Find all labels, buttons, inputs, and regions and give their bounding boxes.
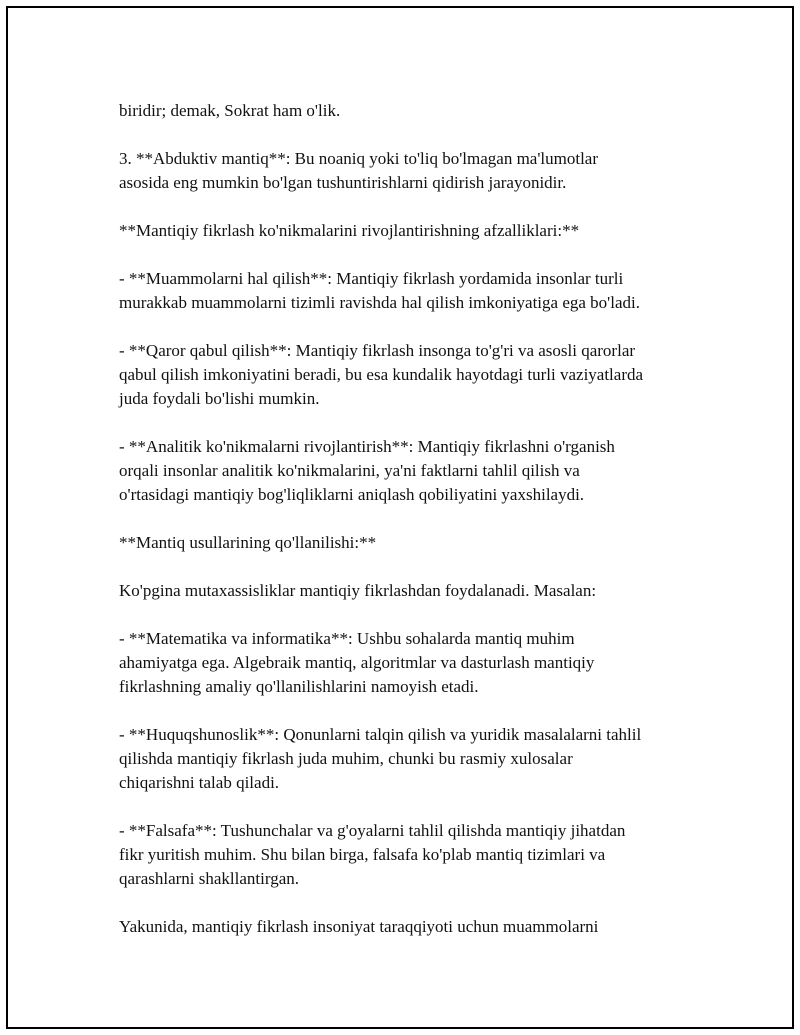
bullet-paragraph xyxy=(119,627,719,699)
paragraph xyxy=(119,915,719,939)
text-line: - **Qaror qabul qilish**: Mantiqiy fikrlash insonga to'g'ri va asosli qarorlar xyxy=(119,341,636,360)
text-line: 3. **Abduktiv mantiq**: Bu noaniq yoki to'liq bo'lmagan ma'lumotlar xyxy=(119,149,599,168)
text-line: Yakunida, mantiqiy fikrlash insoniyat taraqqiyoti uchun muammolarni xyxy=(119,917,599,936)
text-line: qilishda mantiqiy fikrlash juda muhim, chunki bu rasmiy xulosalar xyxy=(119,749,573,768)
bullet-paragraph xyxy=(119,819,719,891)
text-line: murakkab muammolarni tizimli ravishda hal qilish imkoniyatiga ega bo'ladi. xyxy=(119,293,640,312)
text-line: - **Huquqshunoslik**: Qonunlarni talqin qilish va yuridik masalalarni tahlil xyxy=(119,725,642,744)
text-line: ahamiyatga ega. Algebraik mantiq, algoritmlar va dasturlash mantiqiy xyxy=(119,653,595,672)
text-line: qabul qilish imkoniyatini beradi, bu esa kundalik hayotdagi turli vaziyatlarda xyxy=(119,365,644,384)
text-line: - **Analitik ko'nikmalarni rivojlantirish**: Mantiqiy fikrlashni o'rganish xyxy=(119,437,615,456)
text-line: chiqarishni talab qiladi. xyxy=(119,773,280,792)
bullet-paragraph xyxy=(119,435,719,507)
bullet-paragraph xyxy=(119,723,719,795)
section-heading xyxy=(119,219,719,243)
text-line: - **Falsafa**: Tushunchalar va g'oyalarni tahlil qilishda mantiqiy jihatdan xyxy=(119,821,626,840)
text-line: fikrlashning amaliy qo'llanilishlarini namoyish etadi. xyxy=(119,677,479,696)
text-line: - **Muammolarni hal qilish**: Mantiqiy fikrlash yordamida insonlar turli xyxy=(119,269,624,288)
text-line: qarashlarni shakllantirgan. xyxy=(119,869,300,888)
text-line: fikr yuritish muhim. Shu bilan birga, falsafa ko'plab mantiq tizimlari va xyxy=(119,845,606,864)
paragraph xyxy=(119,147,719,195)
text-line: orqali insonlar analitik ko'nikmalarini, ya'ni faktlarni tahlil qilish va xyxy=(119,461,580,480)
text-line: **Mantiqiy fikrlash ko'nikmalarini rivojlantirishning afzalliklari:** xyxy=(119,221,580,240)
section-heading xyxy=(119,531,719,555)
text-line: juda foydali bo'lishi mumkin. xyxy=(119,389,320,408)
bullet-paragraph xyxy=(119,267,719,315)
text-line: asosida eng mumkin bo'lgan tushuntirishlarni qidirish jarayonidir. xyxy=(119,173,567,192)
text-line: o'rtasidagi mantiqiy bog'liqliklarni aniqlash qobiliyatini yaxshilaydi. xyxy=(119,485,585,504)
page-frame xyxy=(6,6,794,1029)
paragraph xyxy=(119,99,719,123)
text-line: - **Matematika va informatika**: Ushbu sohalarda mantiq muhim xyxy=(119,629,575,648)
text-line: **Mantiq usullarining qo'llanilishi:** xyxy=(119,533,377,552)
bullet-paragraph xyxy=(119,339,719,411)
page-text-body xyxy=(119,99,719,963)
text-line: Ko'pgina mutaxassisliklar mantiqiy fikrlashdan foydalanadi. Masalan: xyxy=(119,581,597,600)
text-line: biridir; demak, Sokrat ham o'lik. xyxy=(119,101,341,120)
paragraph xyxy=(119,579,719,603)
